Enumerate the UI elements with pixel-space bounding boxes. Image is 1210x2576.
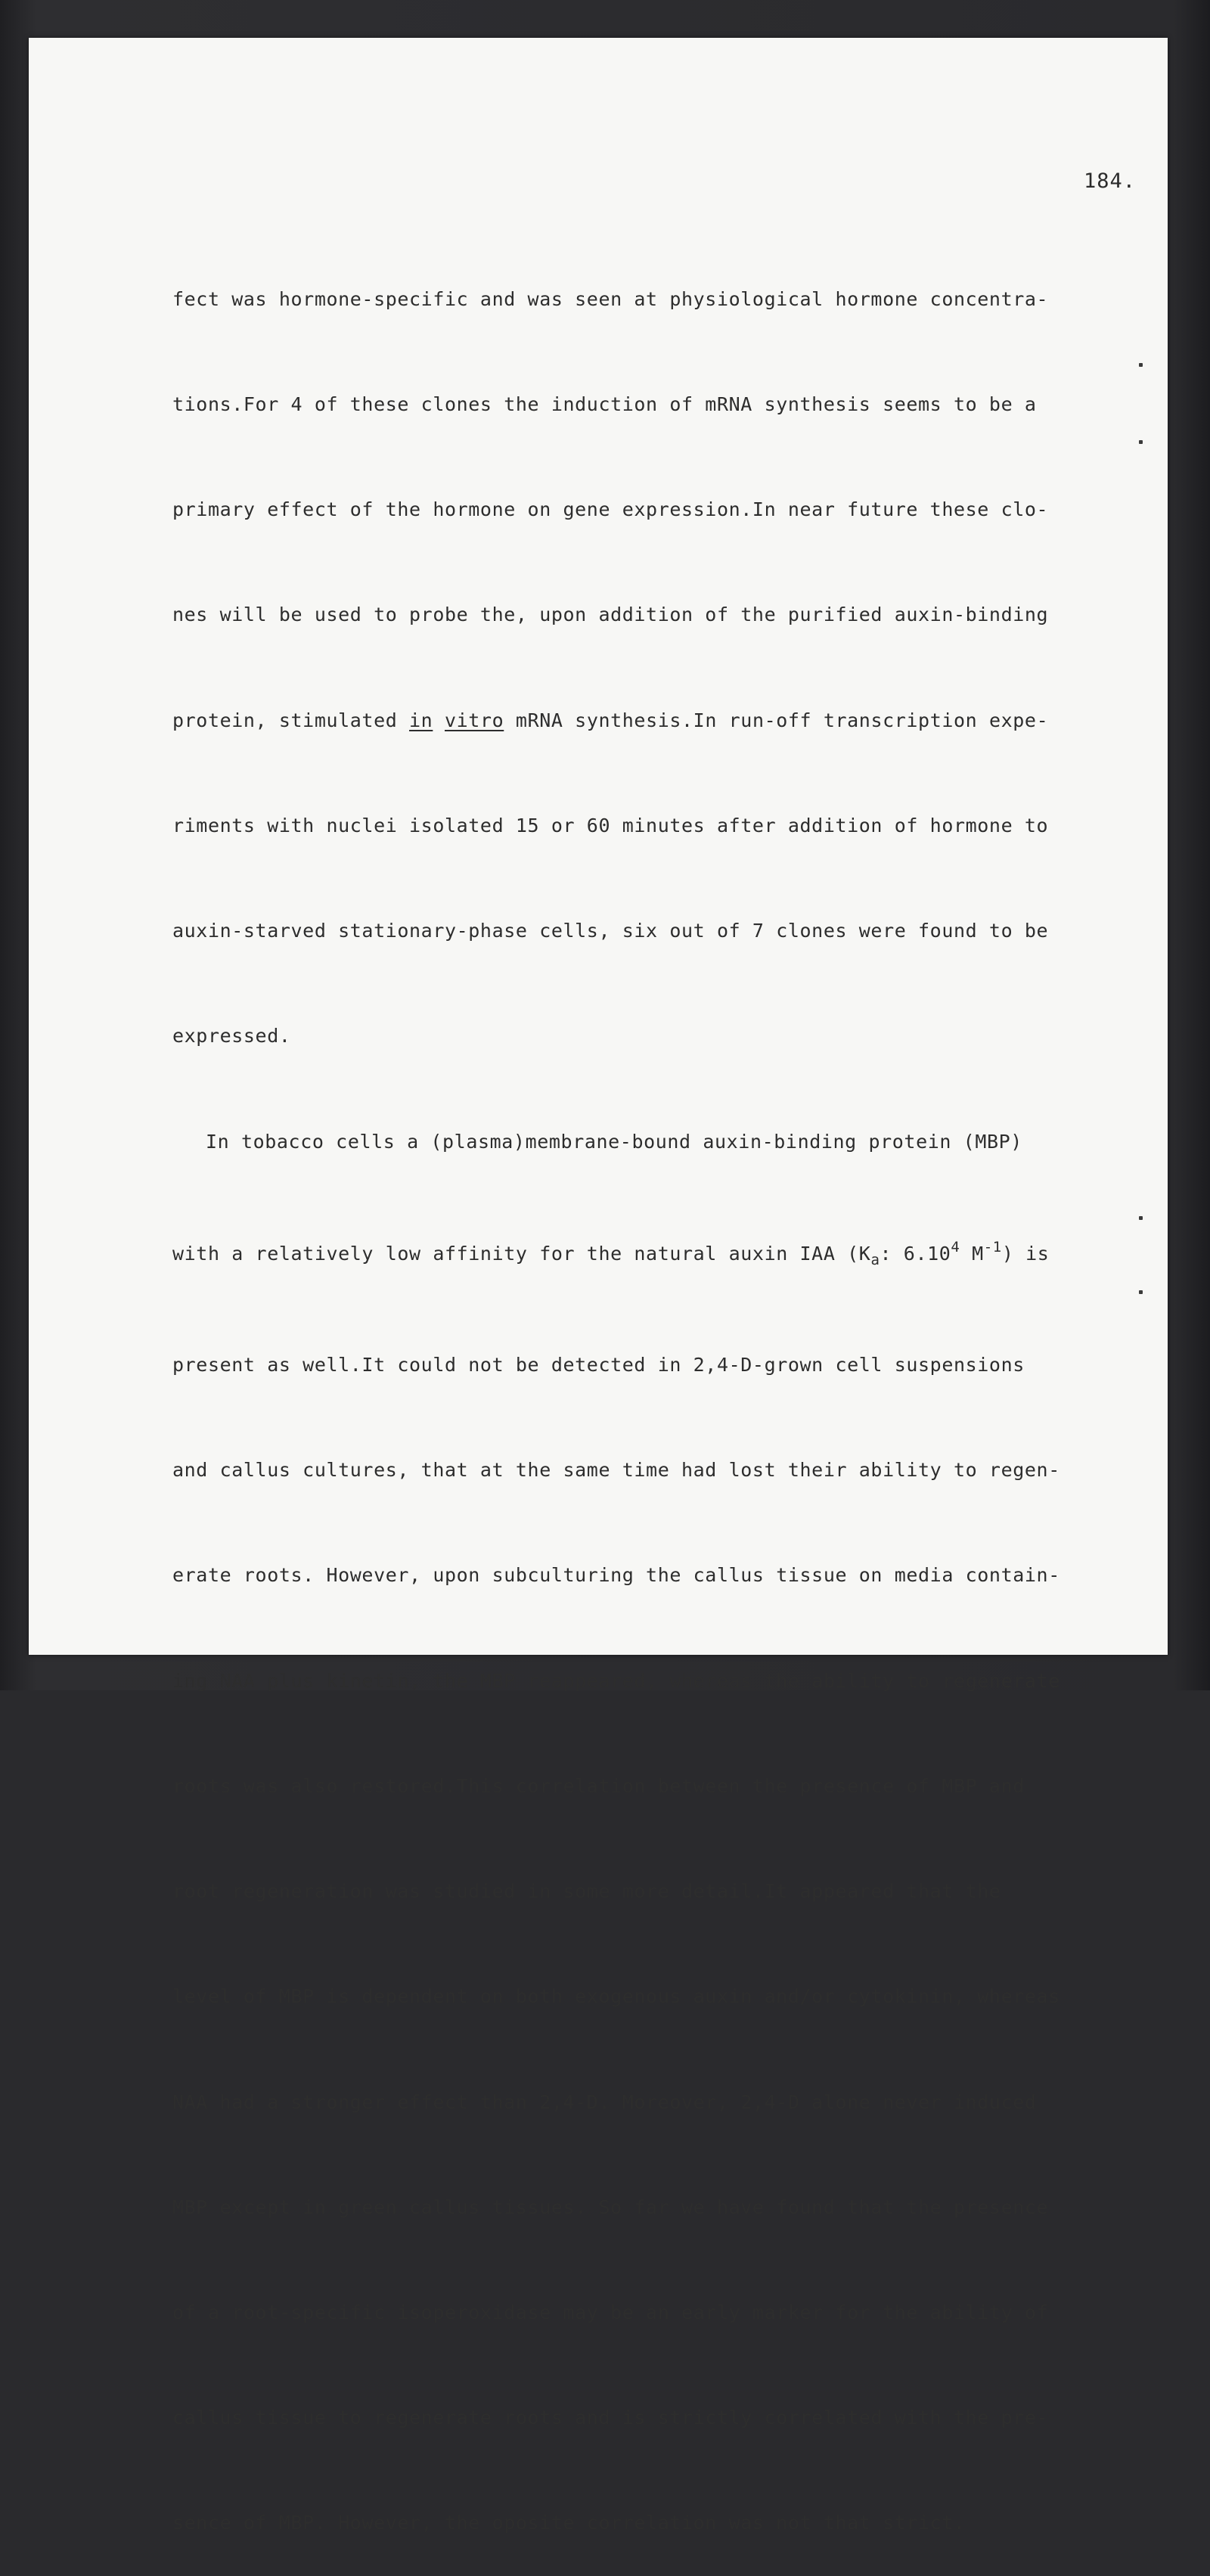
- page-number: 184.: [1084, 169, 1137, 193]
- underlined-term: in: [409, 709, 433, 731]
- text-line: riments with nuclei isolated 15 or 60 minutes after addition of hormone to: [172, 814, 1049, 836]
- superscript: 4: [951, 1238, 960, 1255]
- text-line: present as well.It could not be detected in 2,4-D-grown cell suspensions: [172, 1354, 1025, 1376]
- text-line: ing NAA plus kinetin, the MBP reappeared, whereas the ability to regenerate: [172, 1669, 1060, 1692]
- margin-mark: [1139, 440, 1143, 444]
- text-segment: protein, stimulated: [172, 709, 410, 731]
- text-line: primary effect of the hormone on gene expression.In near future these clo-: [172, 498, 1049, 521]
- text-line: [172, 703, 1050, 738]
- text-segment: : 6.10: [880, 1242, 951, 1265]
- text-segment: mRNA synthesis.In run-off transcription expe-: [504, 709, 1049, 731]
- underlined-term: vitro: [445, 709, 504, 731]
- subscript: a: [870, 1251, 880, 1268]
- text-line: sence of MBP. However, the oposite correlation was not that strict.: [172, 2512, 966, 2534]
- text-line: tions.For 4 of these clones the induction of mRNA synthesis seems to be a: [172, 393, 1037, 416]
- margin-mark: [1139, 363, 1143, 367]
- text-segment: M: [960, 1242, 984, 1265]
- text-line: erate roots. However, upon subculturing the callus tissue on media contain-: [172, 1564, 1060, 1587]
- text-line: of a root-specific isoperoxidase may be an early marker for the ability of: [172, 2301, 1049, 2323]
- margin-mark: [1139, 1216, 1143, 1220]
- text-line: auxin-starved stationary-phase cells, six out of 7 clones were found to be: [172, 920, 1049, 942]
- text-line: level of MBP is dependent on both exogenous auxin and/or cytokinin, whereas: [172, 1985, 1060, 2008]
- text-line: fect was hormone-specific and was seen at physiological hormone concentra-: [172, 287, 1049, 310]
- text-line: nes will be used to probe the, upon addition of the purified auxin-binding: [172, 604, 1049, 626]
- text-segment: with a relatively low affinity for the natural auxin IAA (K: [172, 1242, 871, 1265]
- text-line: expressed.: [172, 1025, 291, 1047]
- text-line: MBP except in green callus tissues. So far we have found that the presence: [172, 2196, 1049, 2218]
- text-segment: ) is: [1001, 1242, 1050, 1265]
- superscript: -1: [983, 1238, 1002, 1255]
- text-line: NAA had a stronger effect than 2,4-D. Moreover, 2,4-D alone never induced: [172, 2090, 1037, 2113]
- body-text: [172, 212, 1060, 2576]
- text-line: callus tissue to regenerate roots and is strictly correlated with the pre-: [172, 2407, 1049, 2429]
- paragraph-start-line: In tobacco cells a (plasma)membrane-bound auxin-binding protein (MBP): [206, 1130, 1022, 1153]
- text-line: roots was also restored.This correlation between the presence of MBP and: [172, 1774, 1025, 1797]
- text-line: and callus cultures, that at the same time had lost their ability to regen-: [172, 1459, 1060, 1482]
- text-line: [172, 1230, 1050, 1277]
- text-segment: [433, 709, 445, 731]
- text-line: root regeneration was studied in some more detail.It appeared that the: [172, 1880, 1001, 1903]
- margin-mark: [1139, 1290, 1143, 1294]
